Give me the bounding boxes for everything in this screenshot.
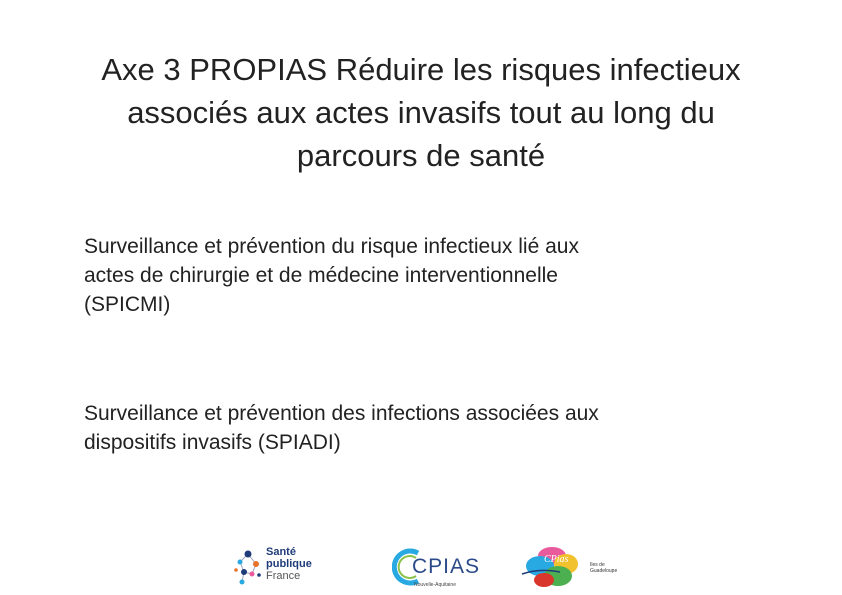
bullet-line: Surveillance et prévention des infections associées aux [84,402,599,425]
sante-line2: publique [266,558,312,570]
bullet-line: actes de chirurgie et de médecine interventionnelle [84,264,558,287]
bullet-spiadi [84,399,744,457]
cpias-guadeloupe-logo [520,544,620,592]
bullet-line: (SPICMI) [84,293,171,316]
sante-publique-france-logo [232,544,352,590]
title-line: parcours de santé [296,138,546,173]
sante-network-icon [232,544,264,588]
slide-title [40,48,802,177]
title-line: associés aux actes invasifs tout au long du [127,95,715,130]
title-line: Axe 3 PROPIAS Réduire les risques infectieux [101,52,741,87]
flower-petals-icon [520,544,590,592]
cpias-gp-sub: Iles de Guadeloupe [590,562,618,574]
cpias-logo [392,547,492,591]
bullet-spicmi [84,232,744,319]
bullet-line: Surveillance et prévention du risque infectieux lié aux [84,235,579,258]
sante-line1: Santé [266,546,296,558]
cpias-sub: Nouvelle-Aquitaine [414,582,456,588]
cpias-gp-name: CPias [544,554,569,565]
bullet-line: dispositifs invasifs (SPIADI) [84,431,341,454]
bullet-list [84,232,744,457]
sante-line3: France [266,570,301,582]
cpias-name: CPIAS [412,555,481,578]
